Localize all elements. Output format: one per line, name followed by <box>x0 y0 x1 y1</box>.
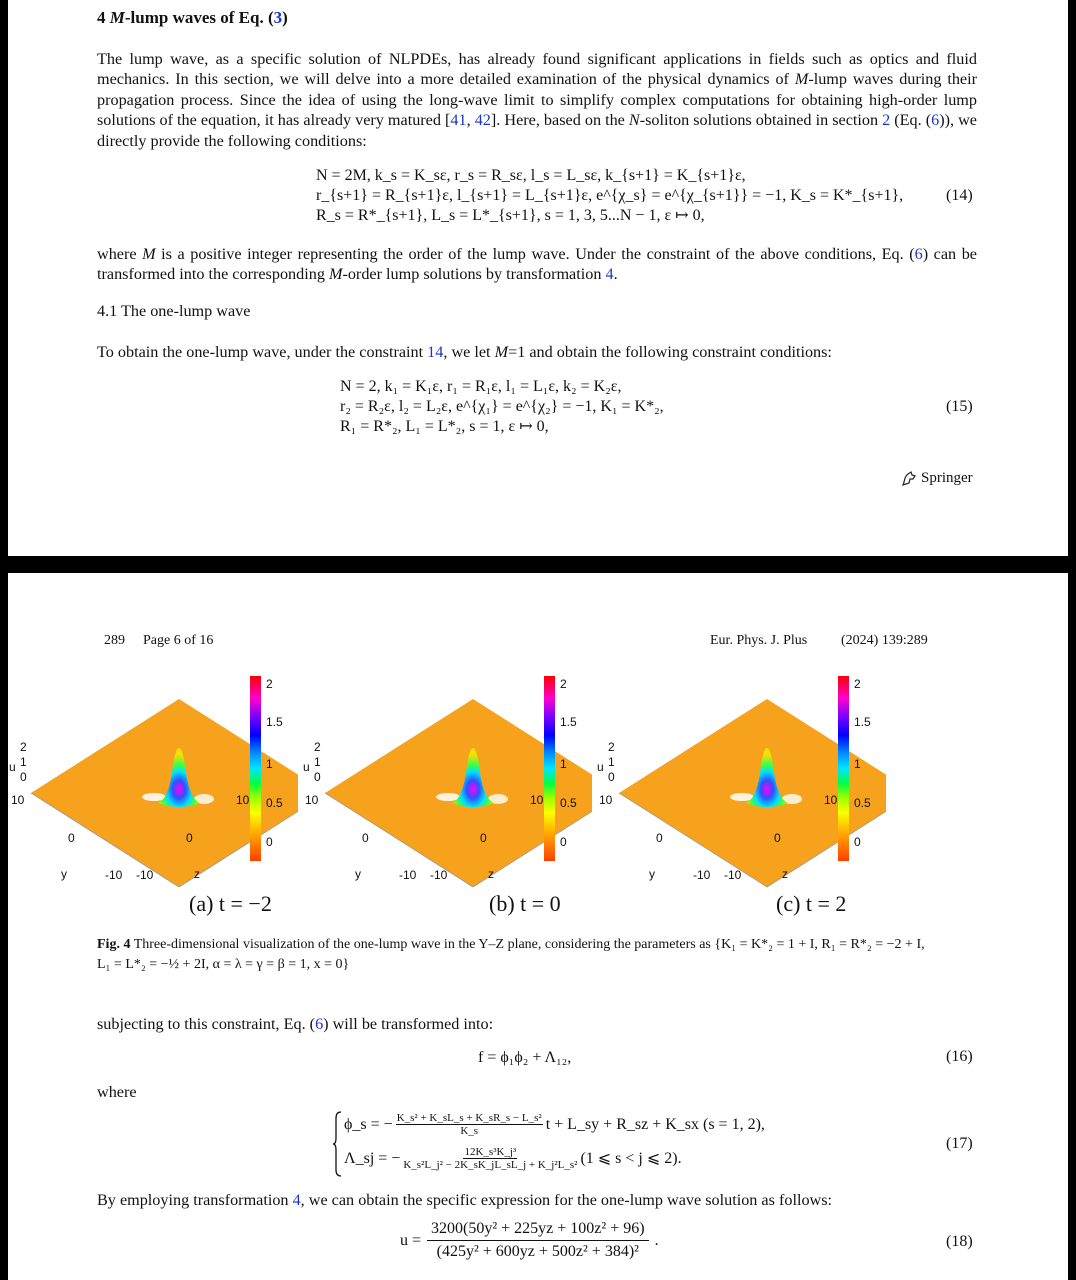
u-axis-label: u <box>9 760 16 774</box>
y-tick: -10 <box>693 868 711 882</box>
citation-link[interactable]: 41 <box>450 111 467 130</box>
u-tick: 1 <box>314 755 321 769</box>
plot-label: (c) t = 2 <box>776 891 847 916</box>
z-axis-label: z <box>194 867 200 881</box>
equation-16: f = ϕ₁ϕ₂ + Λ₁₂, <box>478 1049 572 1066</box>
colorbar-tick: 1.5 <box>266 715 283 729</box>
u-tick: 0 <box>314 770 321 784</box>
y-tick: -10 <box>399 868 417 882</box>
colorbar-tick: 0.5 <box>266 796 283 810</box>
colorbar-tick: 0.5 <box>560 796 577 810</box>
z-tick: 0 <box>774 831 781 845</box>
springer-horse-icon <box>901 471 917 487</box>
equation-number: (17) <box>946 1135 973 1152</box>
fraction: $\frac{\text{K\_s² + K\_sL\_s + K\_sR\_s − L\_s²}}{K\_s}$ <box>396 1112 542 1137</box>
colorbar <box>544 676 555 861</box>
u-tick: 1 <box>20 755 27 769</box>
eq-ref-link[interactable]: 6 <box>931 111 940 130</box>
journal-name: Eur. Phys. J. Plus <box>710 633 808 648</box>
eq-ref-link[interactable]: 14 <box>427 343 444 361</box>
colorbar-tick: 1.5 <box>560 715 577 729</box>
colorbar-tick: 1 <box>266 757 273 771</box>
z-axis-label: z <box>488 867 494 881</box>
page-top <box>8 0 1068 556</box>
paragraph-constraint: subjecting to this constraint, Eq. (6) will be transformed into: <box>97 1015 494 1033</box>
equation-number: (14) <box>946 187 973 204</box>
y-tick: 10 <box>599 793 613 807</box>
colorbar-tick: 1.5 <box>854 715 871 729</box>
colorbar-tick: 2 <box>854 677 861 691</box>
where-label: where <box>97 1083 137 1101</box>
fraction: $\frac{\text{12K\_s³K\_j³}}{\text{K\_s²L\_j² − 2K\_sK\_jL\_sL\_j + K\_j²L\_s²}}$ <box>403 1146 578 1171</box>
lambda-definition: Λ_sj = − $\frac{\text{12K\_s³K\_j³}}{\text{K\_s²L\_j² − 2K\_sK\_jL\_sL\_j + K\_j²L\_s²}}$ (1 ⩽ s < j ⩽ 2). <box>344 1146 682 1171</box>
figure-caption: Fig. 4 Three-dimensional visualization of the one-lump wave in the Y–Z plane, considering the parameters as {K₁ = K*₂ = 1 + I, R₁ = R*₂ = −2 + I, L₁ = L*₂ = −½ + 2I, α = λ = γ = β = 1, x = 0} <box>97 937 925 972</box>
figure-panel <box>302 573 592 923</box>
z-tick: 10 <box>824 793 838 807</box>
page-of: Page 6 of 16 <box>143 633 214 648</box>
z-tick: -10 <box>724 868 742 882</box>
paragraph-intro: The lump wave, as a specific solution of NLPDEs, has already found significant applications in fields such as optics and fluid mechanics. In this section, we will delve into a more detailed examination of the physical dynamics of M-lump waves during their propagation process. Since the idea of using the long-wave limit to simplify complex computations for obtaining high-order lump solutions of the equation, it has already very matured [41, 42]. Here, based on the N-soliton solutions obtained in section 2 (Eq. (6)), we directly provide the following conditions: <box>97 50 978 150</box>
z-axis-label: z <box>782 867 788 881</box>
equation-number: (15) <box>946 398 973 415</box>
colorbar-tick: 1 <box>854 757 861 771</box>
y-tick: 10 <box>11 793 25 807</box>
surface-highlight <box>142 793 166 801</box>
colorbar-tick: 1 <box>560 757 567 771</box>
plot-label: (a) t = −2 <box>189 891 272 916</box>
equation-line: r₂ = R₂ε, l₂ = L₂ε, e^{χ₁} = e^{χ₂} = −1, K₁ = K*₂, <box>340 398 664 415</box>
colorbar-tick: 0 <box>266 835 273 849</box>
colorbar-tick: 2 <box>266 677 273 691</box>
surface-highlight <box>436 793 460 801</box>
eq-ref-link[interactable]: 6 <box>914 245 923 263</box>
u-tick: 2 <box>608 740 615 754</box>
section-heading: 4 M-lump waves of Eq. (3) <box>97 8 288 27</box>
y-axis-label: y <box>61 867 67 881</box>
equation-line: r_{s+1} = R_{s+1}ε, l_{s+1} = L_{s+1}ε, e^{χ_s} = e^{χ_{s+1}} = −1, K_s = K*_{s+1}, <box>316 187 904 204</box>
z-tick: 10 <box>236 793 250 807</box>
u-tick: 1 <box>608 755 615 769</box>
eq-ref-link[interactable]: 6 <box>315 1015 324 1033</box>
equation-line: R_s = R*_{s+1}, L_s = L*_{s+1}, s = 1, 3, 5...N − 1, ε ↦ 0, <box>316 207 705 224</box>
colorbar-tick: 0 <box>560 835 567 849</box>
subsection-heading: 4.1 The one-lump wave <box>97 302 251 320</box>
colorbar-tick: 0 <box>854 835 861 849</box>
colorbar <box>838 676 849 861</box>
y-tick: 0 <box>362 831 369 845</box>
z-tick: 10 <box>530 793 544 807</box>
y-tick: 10 <box>305 793 319 807</box>
paragraph-one-lump: To obtain the one-lump wave, under the constraint 14, we let M=1 and obtain the following constraint conditions: <box>97 343 832 361</box>
equation-15 <box>340 377 664 437</box>
paragraph-transformation: By employing transformation 4, we can obtain the specific expression for the one-lump wave solution as follows: <box>97 1191 833 1209</box>
transform-ref-link[interactable]: 4 <box>292 1191 301 1209</box>
equation-line: N = 2, k₁ = K₁ε, r₁ = R₁ε, l₁ = L₁ε, k₂ = K₂ε, <box>340 378 622 395</box>
z-tick: 0 <box>186 831 193 845</box>
springer-logo: Springer <box>901 470 973 487</box>
u-axis-label: u <box>303 760 310 774</box>
z-tick: -10 <box>136 868 154 882</box>
surface-highlight <box>730 793 754 801</box>
citation-link[interactable]: 42 <box>474 111 491 130</box>
colorbar-tick: 2 <box>560 677 567 691</box>
u-tick: 0 <box>20 770 27 784</box>
fraction: $\frac{\text{3200(50y² + 225yz + 100z² + 96)}}{\text{(425y² + 600yz + 500z² + 384)²}}$ <box>427 1218 649 1263</box>
equation-number: (18) <box>946 1233 973 1250</box>
equation-number: (16) <box>946 1048 973 1065</box>
eq-ref-link[interactable]: 3 <box>273 8 283 27</box>
y-tick: -10 <box>105 868 123 882</box>
y-axis-label: y <box>355 867 361 881</box>
page-number: 289 <box>104 633 125 648</box>
u-tick: 2 <box>314 740 321 754</box>
plot-label: (b) t = 0 <box>489 891 561 916</box>
figure-panel <box>596 573 886 923</box>
u-axis-label: u <box>597 760 604 774</box>
colorbar <box>250 676 261 861</box>
y-tick: 0 <box>68 831 75 845</box>
equation-18: u = $\frac{\text{3200(50y² + 225yz + 100z² + 96)}}{\text{(425y² + 600yz + 500z² + 384)²}}$ . <box>400 1218 659 1263</box>
journal-volume: (2024) 139:289 <box>841 633 928 648</box>
u-tick: 2 <box>20 740 27 754</box>
u-tick: 0 <box>608 770 615 784</box>
equation-line: N = 2M, k_s = K_sε, r_s = R_sε, l_s = L_sε, k_{s+1} = K_{s+1}ε, <box>316 167 746 184</box>
equation-line: R₁ = R*₂, L₁ = L*₂, s = 1, ε ↦ 0, <box>340 418 549 435</box>
equation-14 <box>316 166 903 226</box>
y-axis-label: y <box>649 867 655 881</box>
paragraph-where-m: where M is a positive integer representing the order of the lump wave. Under the constraint of the above conditions, Eq. (6) can be transformed into the corresponding M-order lump solutions by transformation 4. <box>97 245 977 284</box>
transform-ref-link[interactable]: 4 <box>605 265 614 284</box>
equation-17 <box>332 1110 772 1178</box>
colorbar-tick: 0.5 <box>854 796 871 810</box>
y-tick: 0 <box>656 831 663 845</box>
page-bottom <box>8 573 1068 1280</box>
phi-definition: ϕ_s = − $\frac{\text{K\_s² + K\_sL\_s + K\_sR\_s − L\_s²}}{K\_s}$ t + L_sy + R_sz + K_sx (s = 1, 2), <box>344 1112 765 1137</box>
figure-panel <box>8 573 298 923</box>
z-tick: 0 <box>480 831 487 845</box>
z-tick: -10 <box>430 868 448 882</box>
section-ref-link[interactable]: 2 <box>882 111 891 130</box>
left-brace-icon <box>332 1110 342 1178</box>
